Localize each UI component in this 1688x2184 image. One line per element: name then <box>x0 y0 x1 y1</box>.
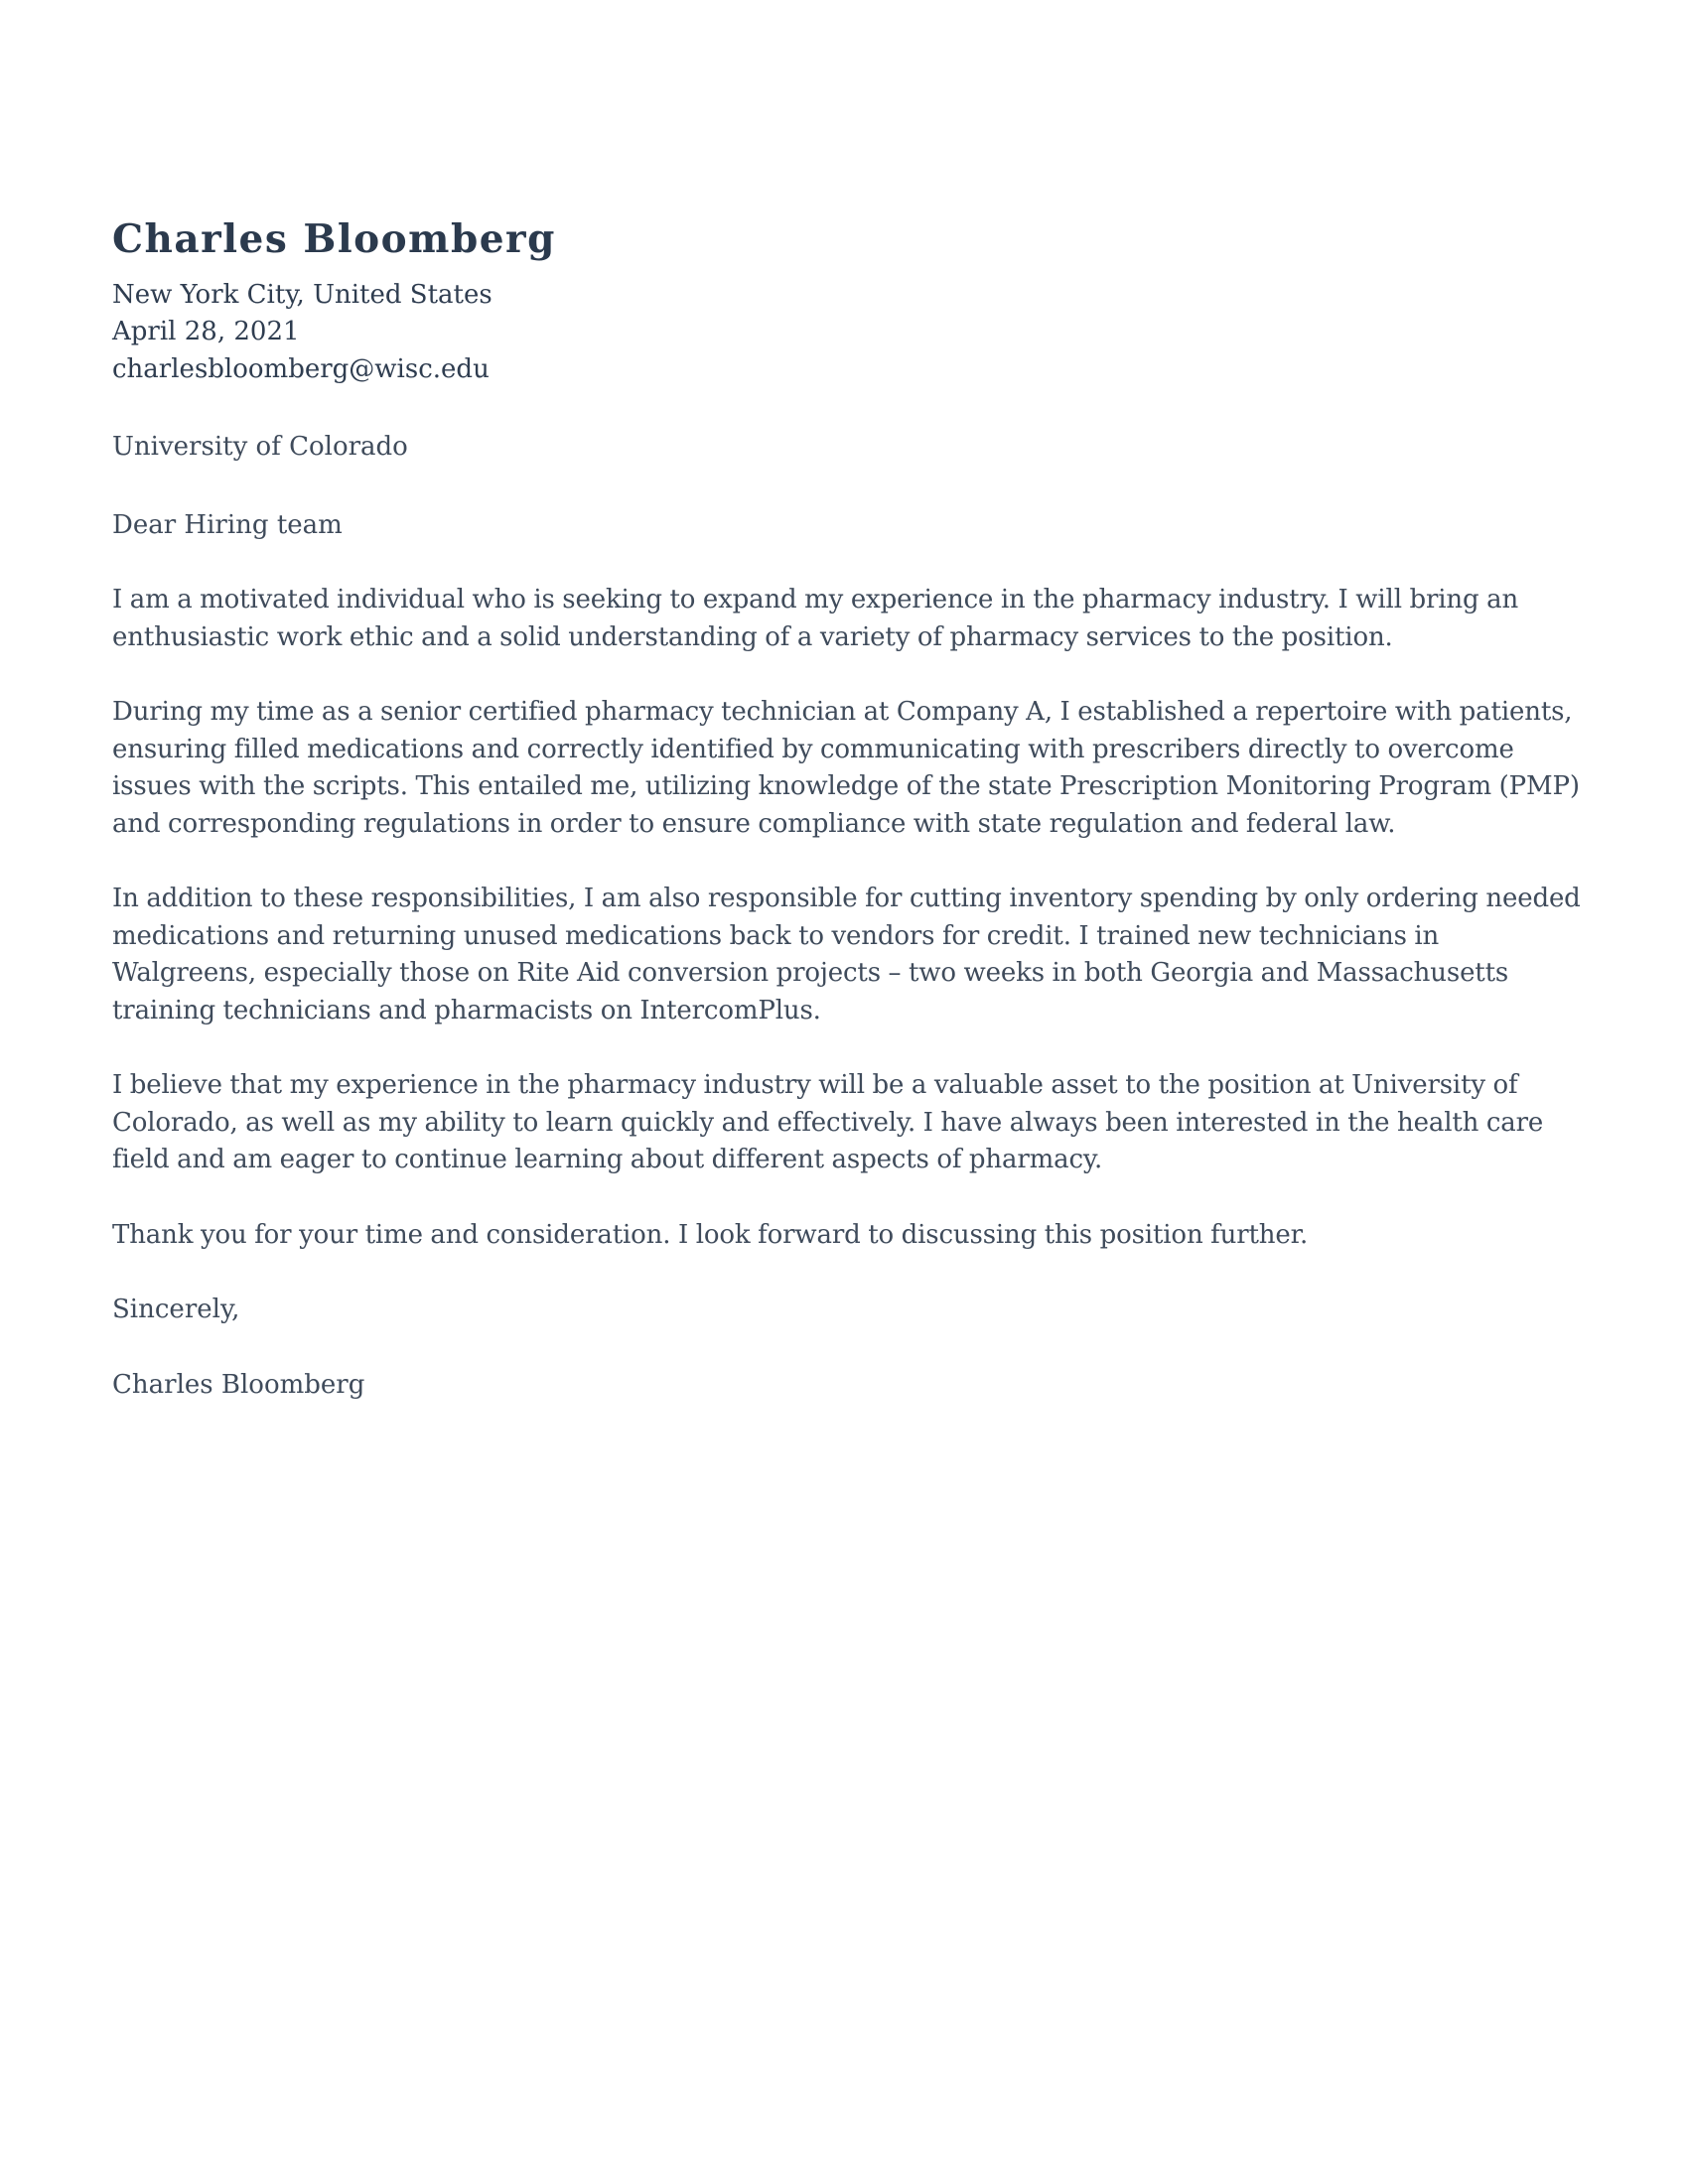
body-paragraph: Thank you for your time and consideration. I look forward to discussing this position further. <box>112 1219 1309 1250</box>
sender-name: Charles Bloomberg <box>112 216 556 262</box>
signature-name: Charles Bloomberg <box>112 1369 365 1400</box>
body-paragraph: I am a motivated individual who is seeking to expand my experience in the pharmacy industry. I will bring an enthusiastic work ethic and a solid understanding of a variety of pharmacy services to the position. <box>112 585 1519 652</box>
letter-date: April 28, 2021 <box>112 317 300 347</box>
cover-letter <box>112 216 1582 1404</box>
body-paragraph: I believe that my experience in the pharmacy industry will be a valuable asset to the position at University of Colorado, as well as my ability to learn quickly and effectively. I have always been interested in the health care field and am eager to continue learning about different aspects of pharmacy. <box>112 1070 1544 1175</box>
recipient: University of Colorado <box>112 432 408 463</box>
letter-header <box>112 216 1582 388</box>
salutation: Dear Hiring team <box>112 509 343 540</box>
sender-location: New York City, United States <box>112 279 492 310</box>
body-paragraph: In addition to these responsibilities, I am also responsible for cutting inventory spending by only ordering needed medications and returning unused medications back to vendors for credit. I trained new technicians in Walgreens, especially those on Rite Aid conversion projects – two weeks in both Georgia and Massachusetts training technicians and pharmacists on IntercomPlus. <box>112 884 1581 1025</box>
sender-email: charlesbloomberg@wisc.edu <box>112 353 490 384</box>
body-paragraph: During my time as a senior certified pharmacy technician at Company A, I established a repertoire with patients, ensuring filled medications and correctly identified by communicating with prescribers directly to overcome issues with the scripts. This entailed me, utilizing knowledge of the state Prescription Monitoring Program (PMP) and corresponding regulations in order to ensure compliance with state regulation and federal law. <box>112 697 1580 839</box>
closing: Sincerely, <box>112 1295 240 1325</box>
